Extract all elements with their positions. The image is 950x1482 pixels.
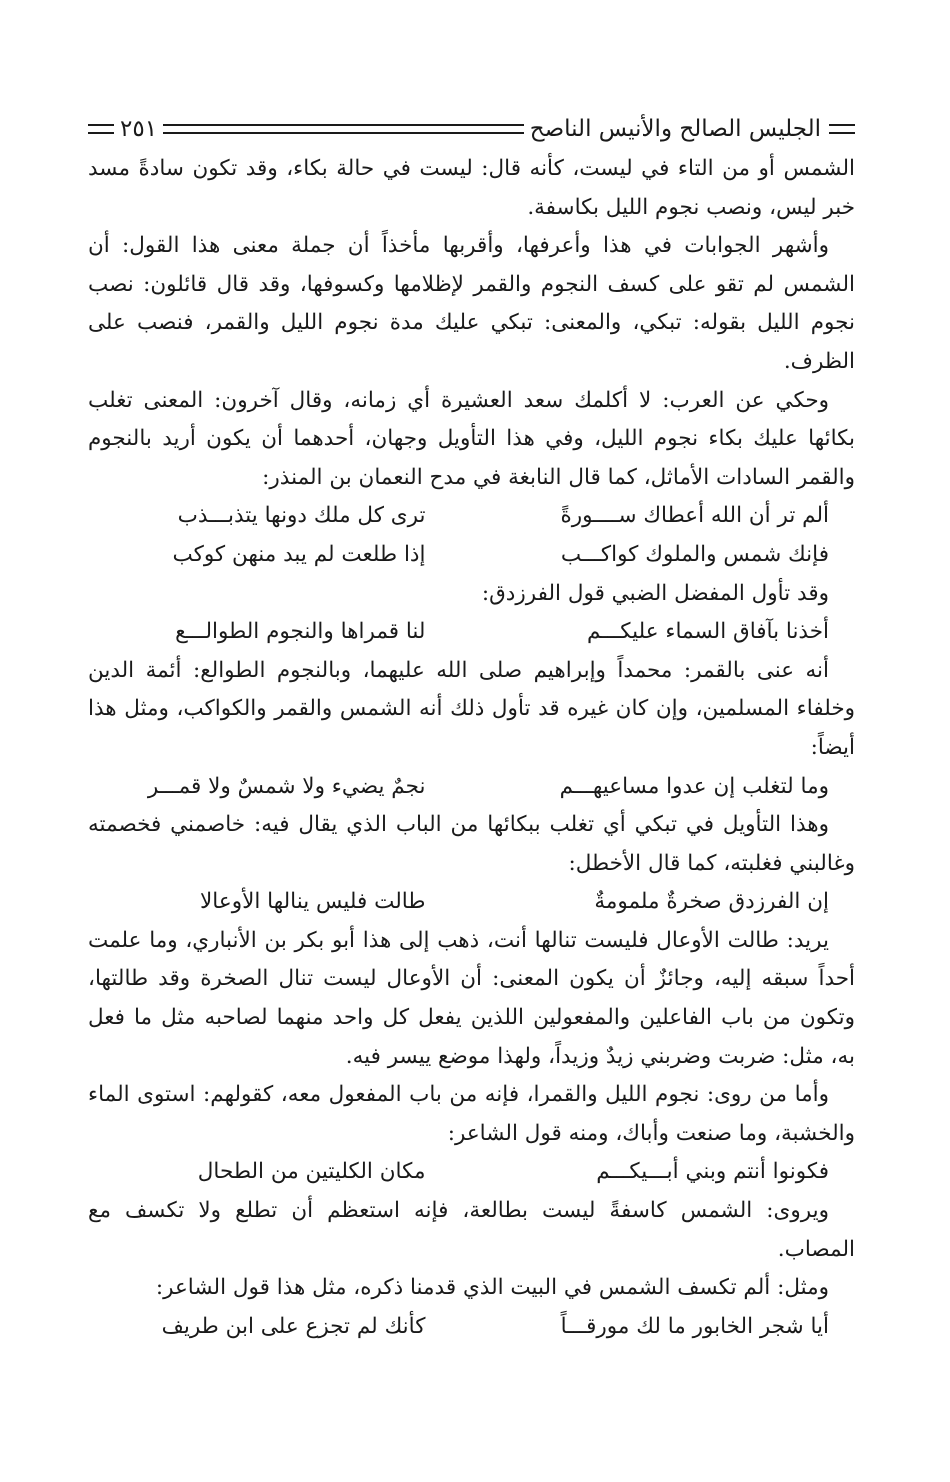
paragraph: وأشهر الجوابات في هذا وأعرفها، وأقربها مأخذاً أن جملة معنى هذا القول: أن الشمس لم تقو على كسف النجوم والقمر لإظلامها وكسوفها، وقد قال قائلون: نصب نجوم الليل بقوله: تبكي، والمعنى: تبكي عليك مدة نجوم الليل والقمر، فنصب على الظرف.	[88, 233, 855, 374]
page-number: ٢٥١	[120, 116, 158, 142]
verse-line	[88, 1308, 855, 1347]
paragraph: أنه عنى بالقمر: محمداً وإبراهيم صلى الله عليهما، وبالنجوم الطوالع: أئمة الدين وخلفاء المسلمين، وإن كان غيره قد تأول ذلك أنه الشمس والقمر والكواكب، ومثل هذا أيضاً:	[88, 657, 855, 760]
verse-second-hemistich: كأنك لم تجزع على ابن طريف	[161, 1313, 426, 1339]
header-rule	[163, 124, 524, 134]
verse-first-hemistich: وما لتغلب إن عدوا مساعيهـــم	[559, 773, 829, 799]
verse-first-hemistich: فإنك شمس والملوك كواكـــب	[560, 541, 829, 567]
paragraph: وهذا التأويل في تبكي أي تغلب ببكائها من الباب الذي يقال فيه: خاصمني فخصمته وغالبني فغلبته، كما قال الأخطل:	[88, 812, 855, 876]
verse-line	[88, 497, 855, 536]
verse-line	[88, 1153, 855, 1192]
verse-line	[88, 768, 855, 807]
verse-line	[88, 536, 855, 575]
verse-second-hemistich: طالت فليس ينالها الأوعالا	[200, 889, 426, 915]
verse-line	[88, 883, 855, 922]
paragraph: وحكي عن العرب: لا أكلمك سعد العشيرة أي زمانه، وقال آخرون: المعنى تغلب بكائها عليك بكاء نجوم الليل، وفي هذا التأويل وجهان، أحدهما أن يكون أريد بالنجوم والقمر السادات الأماثل، كما قال النابغة في مدح النعمان بن المنذر:	[88, 387, 855, 490]
header-rule-start	[829, 124, 855, 134]
body-text	[88, 150, 855, 1346]
paragraph: الشمس أو من التاء في ليست، كأنه قال: ليست في حالة بكاء، وقد تكون سادةً مسد خبر ليس، ونصب نجوم الليل بكاسفة.	[88, 156, 855, 220]
verse-first-hemistich: ألم تر أن الله أعطاك ســــورةً	[560, 503, 829, 529]
verse-second-hemistich: نجمٌ يضيء ولا شمسٌ ولا قمـــر	[147, 773, 426, 799]
book-title: الجليس الصالح والأنيس الناصح	[529, 116, 821, 142]
verse-first-hemistich: إن الفرزدق صخرةٌ ملمومةٌ	[594, 889, 829, 915]
verse-second-hemistich: لنا قمراها والنجوم الطوالـــع	[175, 619, 426, 645]
running-header	[88, 108, 855, 150]
verse-first-hemistich: أيا شجر الخابور ما لك مورقـــاً	[560, 1313, 829, 1339]
header-rule-end	[88, 124, 114, 134]
paragraph: ومثل: ألم تكسف الشمس في البيت الذي قدمنا ذكره، مثل هذا قول الشاعر:	[155, 1275, 829, 1301]
verse-second-hemistich: مكان الكليتين من الطحال	[197, 1159, 426, 1185]
verse-second-hemistich: ترى كل ملك دونها يتذبـــذب	[177, 503, 426, 529]
verse-first-hemistich: فكونوا أنتم وبني أبـــيكـــم	[596, 1159, 829, 1185]
verse-line	[88, 613, 855, 652]
paragraph: ويروى: الشمس كاسفةً ليست بطالعة، فإنه استعظم أن تطلع ولا تكسف مع المصاب.	[88, 1198, 855, 1262]
verse-first-hemistich: أخذنا بآفاق السماء عليكـــم	[587, 619, 829, 645]
paragraph: وقد تأول المفضل الضبي قول الفرزدق:	[481, 580, 829, 606]
paragraph: وأما من روى: نجوم الليل والقمرا، فإنه من باب المفعول معه، كقولهم: استوى الماء والخشبة، وما صنعت وأباك، ومنه قول الشاعر:	[88, 1082, 855, 1146]
paragraph: يريد: طالت الأوعال فليست تنالها أنت، ذهب إلى هذا أبو بكر بن الأنباري، وما علمت أحداً سبقه إليه، وجائزٌ أن يكون المعنى: أن الأوعال ليست تنال الصخرة وقد طالتها، وتكون من باب الفاعلين والمفعولين اللذين يفعل كل واحد منهما لصاحبه مثل ما فعل به، مثل: ضربت وضربني زيدٌ وزيداً، ولهذا موضع ييسر فيه.	[88, 927, 855, 1069]
verse-second-hemistich: إذا طلعت لم يبد منهن كوكب	[172, 541, 426, 567]
